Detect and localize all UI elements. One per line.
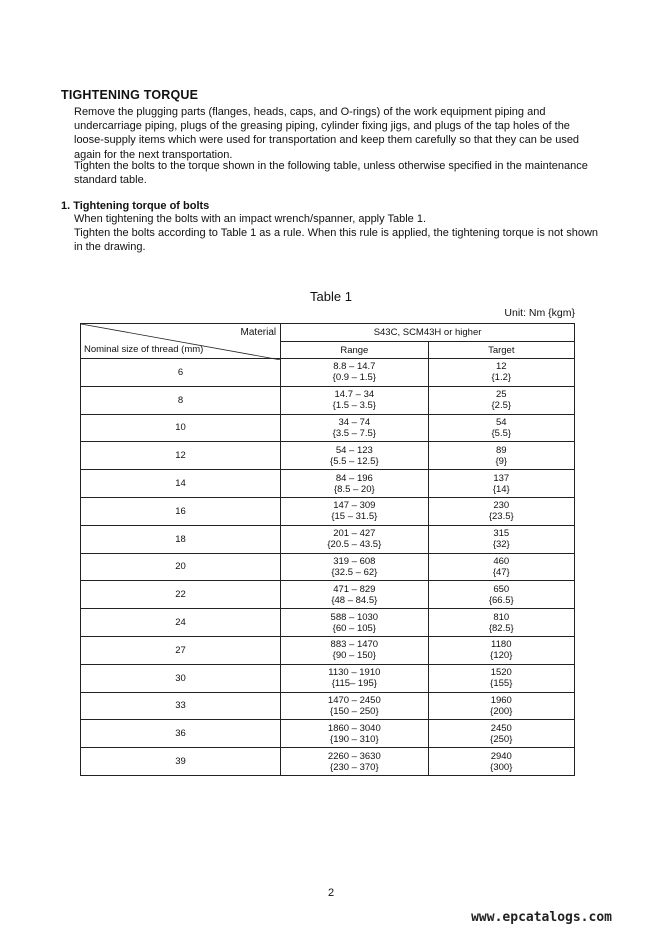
range-nm: 14.7 – 34	[334, 389, 375, 401]
range-cell	[281, 581, 428, 609]
range-kgm: {0.9 – 1.5}	[332, 372, 376, 384]
target-kgm: {200}	[490, 705, 513, 717]
target-kgm: {300}	[490, 761, 513, 773]
range-cell	[281, 692, 428, 720]
range-nm: 471 – 829	[333, 583, 376, 595]
target-cell	[428, 525, 574, 553]
subsection-title: 1. Tightening torque of bolts	[61, 200, 210, 212]
target-cell	[428, 442, 574, 470]
range-cell	[281, 664, 428, 692]
range-cell	[281, 525, 428, 553]
target-kgm: {120}	[490, 650, 513, 662]
range-cell	[281, 414, 428, 442]
target-nm: 2450	[490, 722, 512, 734]
range-column-header: Range	[281, 342, 428, 359]
target-nm: 230	[493, 500, 510, 512]
thread-size-cell: 30	[81, 664, 281, 692]
target-nm: 1180	[491, 639, 512, 651]
range-kgm: {32.5 – 62}	[331, 566, 378, 578]
range-nm: 147 – 309	[333, 500, 376, 512]
table-row	[81, 692, 575, 720]
table-row	[81, 609, 575, 637]
range-kgm: {190 – 310}	[330, 733, 379, 745]
range-cell	[281, 442, 428, 470]
thread-size-cell: 36	[81, 720, 281, 748]
table-row	[81, 553, 575, 581]
target-cell	[428, 359, 574, 387]
thread-size-cell: 24	[81, 609, 281, 637]
range-cell	[281, 748, 428, 776]
range-cell	[281, 386, 428, 414]
target-nm: 89	[495, 444, 507, 456]
range-nm: 1130 – 1910	[328, 667, 381, 679]
target-cell	[428, 636, 574, 664]
page-number: 2	[327, 887, 335, 899]
material-name-header: S43C, SCM43H or higher	[281, 324, 575, 342]
target-nm: 137	[493, 472, 510, 484]
target-kgm: {250}	[490, 733, 513, 745]
table-title: Table 1	[310, 289, 352, 304]
thread-size-cell: 6	[81, 359, 281, 387]
table-row	[81, 720, 575, 748]
range-cell	[281, 359, 428, 387]
range-cell	[281, 470, 428, 498]
thread-size-cell: 16	[81, 497, 281, 525]
target-nm: 1960	[490, 694, 512, 706]
range-cell	[281, 609, 428, 637]
subsection-paragraph-1: When tightening the bolts with an impact wrench/spanner, apply Table 1.	[74, 213, 427, 225]
thread-size-cell: 10	[81, 414, 281, 442]
target-kgm: {14}	[492, 483, 510, 495]
table-row	[81, 497, 575, 525]
range-kgm: {3.5 – 7.5}	[332, 427, 376, 439]
target-nm: 1520	[490, 667, 512, 679]
thread-size-cell: 33	[81, 692, 281, 720]
target-nm: 650	[493, 583, 510, 595]
range-kgm: {115– 195}	[331, 678, 377, 690]
range-nm: 84 – 196	[335, 472, 373, 484]
target-nm: 460	[493, 555, 510, 567]
range-kgm: {8.5 – 20}	[333, 483, 375, 495]
table-row	[81, 525, 575, 553]
thread-size-cell: 22	[81, 581, 281, 609]
table-row	[81, 664, 575, 692]
target-kgm: {82.5}	[488, 622, 514, 634]
range-kgm: {48 – 84.5}	[331, 594, 378, 606]
table-row	[81, 414, 575, 442]
target-nm: 54	[495, 416, 507, 428]
range-nm: 34 – 74	[338, 416, 371, 428]
thread-size-cell: 20	[81, 553, 281, 581]
target-nm: 2940	[490, 750, 512, 762]
thread-size-cell: 8	[81, 386, 281, 414]
subsection-paragraph-2: Tighten the bolts according to Table 1 as a rule. When this rule is applied, the tightening torque is not shown in the drawing.	[74, 227, 599, 254]
range-nm: 1470 – 2450	[327, 694, 381, 706]
target-kgm: {32}	[492, 539, 510, 551]
target-cell	[428, 497, 574, 525]
range-nm: 201 – 427	[333, 528, 376, 540]
target-kgm: {155}	[490, 678, 513, 690]
target-cell	[428, 664, 574, 692]
range-cell	[281, 553, 428, 581]
target-kgm: {9}	[495, 455, 508, 467]
target-nm: 315	[493, 528, 510, 540]
target-kgm: {5.5}	[491, 427, 512, 439]
target-nm: 12	[495, 361, 507, 373]
thread-size-cell: 12	[81, 442, 281, 470]
range-nm: 2260 – 3630	[327, 750, 381, 762]
range-cell	[281, 720, 428, 748]
table-row	[81, 386, 575, 414]
thread-size-cell: 18	[81, 525, 281, 553]
table-unit: Unit: Nm {kgm}	[504, 307, 575, 319]
range-nm: 883 – 1470	[330, 639, 379, 651]
target-cell	[428, 692, 574, 720]
range-kgm: {20.5 – 43.5}	[327, 539, 382, 551]
section-paragraph-2: Tighten the bolts to the torque shown in the following table, unless otherwise specified in the maintenance standard table.	[74, 160, 588, 187]
thread-size-cell: 14	[81, 470, 281, 498]
target-cell	[428, 470, 574, 498]
table-row	[81, 748, 575, 776]
target-column-header: Target	[428, 342, 574, 359]
range-kgm: {150 – 250}	[330, 705, 379, 717]
watermark-text: www.epcatalogs.com	[471, 910, 612, 925]
range-cell	[281, 497, 428, 525]
section-paragraph-1: Remove the plugging parts (flanges, heads, caps, and O-rings) of the work equipment piping and undercarriage piping, plugs of the greasing piping, cylinder fixing jigs, and plugs of the tap holes of the loose-supply items which were used for transportation and keep them carefully so that they can be used again for the next transportation.	[74, 106, 580, 161]
range-nm: 588 – 1030	[330, 611, 379, 623]
section-title: TIGHTENING TORQUE	[61, 88, 199, 102]
table-row	[81, 581, 575, 609]
table-row	[81, 442, 575, 470]
range-kgm: {60 – 105}	[332, 622, 376, 634]
material-header-label: Material	[240, 327, 277, 338]
table-corner-header	[81, 324, 281, 359]
range-nm: 319 – 608	[333, 555, 376, 567]
range-kgm: {230 – 370}	[330, 761, 379, 773]
target-kgm: {47}	[492, 566, 510, 578]
range-nm: 1860 – 3040	[327, 722, 381, 734]
range-cell	[281, 636, 428, 664]
target-nm: 25	[495, 389, 507, 401]
range-kgm: {15 – 31.5}	[331, 511, 378, 523]
target-kgm: {23.5}	[488, 511, 514, 523]
target-cell	[428, 386, 574, 414]
target-cell	[428, 414, 574, 442]
range-kgm: {90 – 150}	[332, 650, 376, 662]
thread-size-cell: 27	[81, 636, 281, 664]
thread-size-cell: 39	[81, 748, 281, 776]
target-nm: 810	[493, 611, 510, 623]
target-cell	[428, 581, 574, 609]
target-kgm: {66.5}	[488, 594, 514, 606]
target-kgm: {1.2}	[491, 372, 512, 384]
target-kgm: {2.5}	[491, 400, 512, 412]
range-kgm: {5.5 – 12.5}	[330, 455, 379, 467]
range-nm: 54 – 123	[335, 444, 373, 456]
target-cell	[428, 720, 574, 748]
range-nm: 8.8 – 14.7	[333, 361, 376, 373]
torque-table	[80, 323, 575, 776]
target-cell	[428, 609, 574, 637]
range-kgm: {1.5 – 3.5}	[332, 400, 376, 412]
table-row	[81, 470, 575, 498]
table-row	[81, 359, 575, 387]
target-cell	[428, 553, 574, 581]
size-header-label: Nominal size of thread (mm)	[84, 344, 204, 355]
target-cell	[428, 748, 574, 776]
table-row	[81, 636, 575, 664]
